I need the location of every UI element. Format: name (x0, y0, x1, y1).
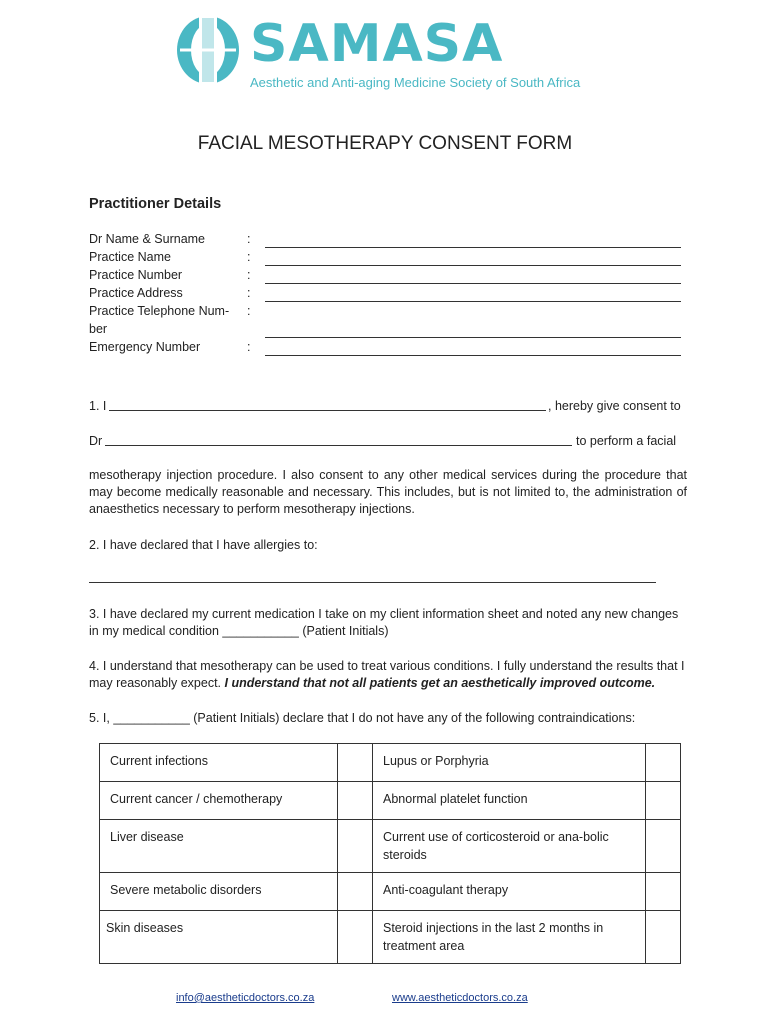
dr-name-field[interactable] (265, 247, 681, 248)
checkbox-cell[interactable] (646, 873, 681, 911)
detail-label: Emergency Number (89, 340, 201, 354)
table-row (100, 911, 681, 964)
detail-colon: : (247, 250, 251, 264)
condition-cell: Lupus or Porphyria (373, 744, 646, 782)
checkbox-cell[interactable] (646, 782, 681, 820)
form-title: FACIAL MESOTHERAPY CONSENT FORM (197, 133, 573, 154)
detail-row-name (89, 232, 681, 250)
results-statement (89, 658, 687, 692)
table-row (100, 744, 681, 782)
detail-label: ber (89, 322, 108, 336)
practice-address-field[interactable] (265, 301, 681, 302)
patient-name-field[interactable] (109, 410, 546, 411)
detail-label: Practice Number (89, 268, 183, 282)
results-text: 4. I understand that mesotherapy can be used to treat various conditions. I fully understand the results that I may reasonably expect. (89, 659, 685, 690)
condition-cell: Anti-coagulant therapy (373, 873, 646, 911)
detail-label: Practice Name (89, 250, 171, 264)
detail-label: Practice Telephone Num- (89, 304, 230, 318)
contraindications-table (99, 743, 681, 964)
checkbox-cell[interactable] (646, 820, 681, 873)
consent-prefix: 1. I (89, 399, 107, 413)
table-row (100, 873, 681, 911)
practitioner-heading: Practitioner Details (89, 196, 222, 212)
detail-colon: : (247, 304, 251, 318)
detail-label: Practice Address (89, 286, 183, 300)
checkbox-cell[interactable] (338, 873, 373, 911)
logo-wordmark: SAMASA (250, 14, 504, 74)
contraindications-statement: 5. I, ___________ (Patient Initials) declare that I do not have any of the following contraindications: (89, 711, 636, 725)
detail-colon: : (247, 232, 251, 246)
condition-cell: Severe metabolic disorders (100, 873, 338, 911)
allergies-field[interactable] (89, 582, 656, 583)
table-row (100, 782, 681, 820)
detail-row-telephone-cont (89, 322, 681, 340)
consent-suffix: , hereby give consent to (548, 399, 681, 413)
practitioner-details (89, 232, 681, 358)
society-logo (172, 8, 592, 96)
condition-cell: Abnormal platelet function (373, 782, 646, 820)
medication-statement: 3. I have declared my current medication I take on my client information sheet and noted any new changes in my medical condition ___________ (Patient Initials) (89, 607, 679, 638)
checkbox-cell[interactable] (338, 744, 373, 782)
checkbox-cell[interactable] (646, 911, 681, 964)
logo-tagline: Aesthetic and Anti-aging Medicine Society of South Africa (250, 75, 581, 90)
condition-cell: Current use of corticosteroid or ana-bolic steroids (373, 820, 646, 873)
logo-emblem-icon (172, 8, 244, 88)
table-row (100, 820, 681, 873)
practice-name-field[interactable] (265, 265, 681, 266)
detail-row-practice-address (89, 286, 681, 304)
footer-website-link[interactable]: www.aestheticdoctors.co.za (392, 992, 528, 1004)
consent-suffix-2: to perform a facial (576, 434, 677, 448)
consent-paragraph-1: mesotherapy injection procedure. I also consent to any other medical services during the procedure that may become medically reasonable and necessary. This includes, but is not limited to, the administration of anaesthetics necessary to perform mesotherapy injections. (89, 468, 687, 516)
doctor-name-field[interactable] (105, 445, 572, 446)
detail-colon: : (247, 340, 251, 354)
detail-colon: : (247, 286, 251, 300)
emergency-number-field[interactable] (265, 355, 681, 356)
condition-cell: Current cancer / chemotherapy (100, 782, 338, 820)
checkbox-cell[interactable] (338, 911, 373, 964)
detail-row-telephone (89, 304, 681, 322)
checkbox-cell[interactable] (338, 782, 373, 820)
checkbox-cell[interactable] (646, 744, 681, 782)
practice-number-field[interactable] (265, 283, 681, 284)
dr-prefix: Dr (89, 434, 103, 448)
detail-row-practice-name (89, 250, 681, 268)
telephone-field[interactable] (265, 337, 681, 338)
condition-cell: Skin diseases (100, 911, 338, 964)
checkbox-cell[interactable] (338, 820, 373, 873)
condition-cell: Liver disease (100, 820, 338, 873)
allergies-statement: 2. I have declared that I have allergies to: (89, 538, 318, 552)
detail-row-practice-number (89, 268, 681, 286)
outcome-emphasis: I understand that not all patients get an aesthetically improved outcome. (224, 676, 656, 690)
detail-colon: : (247, 268, 251, 282)
condition-cell: Current infections (100, 744, 338, 782)
footer-email-link[interactable]: info@aestheticdoctors.co.za (176, 992, 315, 1004)
detail-row-emergency (89, 340, 681, 358)
condition-cell: Steroid injections in the last 2 months in treatment area (373, 911, 646, 964)
detail-label: Dr Name & Surname (89, 232, 206, 246)
